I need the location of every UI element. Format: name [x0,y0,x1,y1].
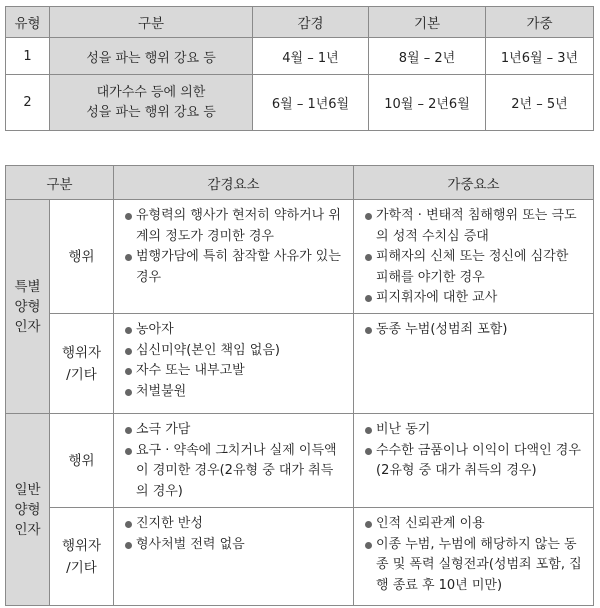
special-factors-label [6,200,50,414]
mitigating-factors-cell [114,414,354,508]
mitigated-range-cell: 6월 – 1년6월 [253,75,369,131]
list-item: 진지한 반성 [124,514,345,535]
division-line: 대가수수 등에 의한 [96,84,206,100]
group-label-line: 일반 [14,481,41,498]
aggravated-range-cell: 1년6월 – 3년 [486,38,594,75]
general-factors-label [6,414,50,606]
mitigated-range-cell: 4월 – 1년 [253,38,369,75]
table-row [6,508,594,606]
list-item: 이종 누범, 누범에 해당하지 않는 동종 및 폭력 실형전과(성범죄 포함, 집행 종료 후 10년 미만) [364,535,585,597]
mitigating-factors-cell [114,314,354,414]
subcategory-label [50,414,114,508]
aggravating-factors-cell [354,414,594,508]
subcategory-line: 행위 [68,452,95,469]
list-item: 농아자 [124,320,345,341]
table-row [6,75,594,131]
mitigating-factors-cell [114,508,354,606]
list-item: 피지휘자에 대한 교사 [364,288,585,309]
table2-header-row [6,166,594,200]
group-label-line: 인자 [14,521,41,538]
list-item: 수수한 금품이나 이익이 다액인 경우(2유형 중 대가 취득의 경우) [364,441,585,482]
header-division: 구분 [6,166,114,200]
list-item: 피해자의 신체 또는 정신에 심각한 피해를 야기한 경우 [364,247,585,288]
subcategory-label [50,508,114,606]
header-mitigated: 감경 [253,7,369,38]
table1-header-row [6,7,594,38]
basic-range-cell: 10월 – 2년6월 [369,75,486,131]
header-division: 구분 [50,7,253,38]
subcategory-line: 행위자 [61,537,102,554]
division-cell: 성을 파는 행위 강요 등 [50,38,253,75]
table-row [6,314,594,414]
basic-range-cell: 8월 – 2년 [369,38,486,75]
list-item: 유형력의 행사가 현저히 약하거나 위계의 정도가 경미한 경우 [124,206,345,247]
list-item: 범행가담에 특히 참작할 사유가 있는 경우 [124,247,345,288]
list-item: 인적 신뢰관계 이용 [364,514,585,535]
subcategory-line: 행위 [68,248,95,265]
group-label-line: 양형 [14,501,41,518]
subcategory-line: 행위자 [61,344,102,361]
group-label-line: 인자 [14,318,41,335]
group-label-line: 특별 [14,278,41,295]
table-row [6,38,594,75]
subcategory-label [50,314,114,414]
header-mitigating-factors: 감경요소 [114,166,354,200]
type-cell: 2 [6,75,50,131]
group-label-line: 양형 [14,298,41,315]
aggravated-range-cell: 2년 – 5년 [486,75,594,131]
aggravating-factors-cell [354,200,594,314]
header-type: 유형 [6,7,50,38]
list-item: 처벌불원 [124,382,345,403]
list-item: 자수 또는 내부고발 [124,361,345,382]
table-row [6,200,594,314]
list-item: 심신미약(본인 책임 없음) [124,341,345,362]
subcategory-line: /기타 [66,366,97,383]
sentencing-factors-table [5,165,594,606]
list-item: 비난 동기 [364,420,585,441]
table-row [6,414,594,508]
mitigating-factors-cell [114,200,354,314]
type-cell: 1 [6,38,50,75]
header-basic: 기본 [369,7,486,38]
list-item: 소극 가담 [124,420,345,441]
list-item: 요구 · 약속에 그치거나 실제 이득액이 경미한 경우(2유형 중 대가 취득의 경우) [124,441,345,503]
aggravating-factors-cell [354,314,594,414]
header-aggravated: 가중 [486,7,594,38]
list-item: 형사처벌 전력 없음 [124,535,345,556]
subcategory-line: /기타 [66,559,97,576]
sentencing-range-table [5,6,594,131]
aggravating-factors-cell [354,508,594,606]
header-aggravating-factors: 가중요소 [354,166,594,200]
list-item: 가학적 · 변태적 침해행위 또는 극도의 성적 수치심 증대 [364,206,585,247]
list-item: 동종 누범(성범죄 포함) [364,320,585,341]
division-line: 성을 파는 행위 강요 등 [86,104,216,120]
division-cell [50,75,253,131]
subcategory-label [50,200,114,314]
